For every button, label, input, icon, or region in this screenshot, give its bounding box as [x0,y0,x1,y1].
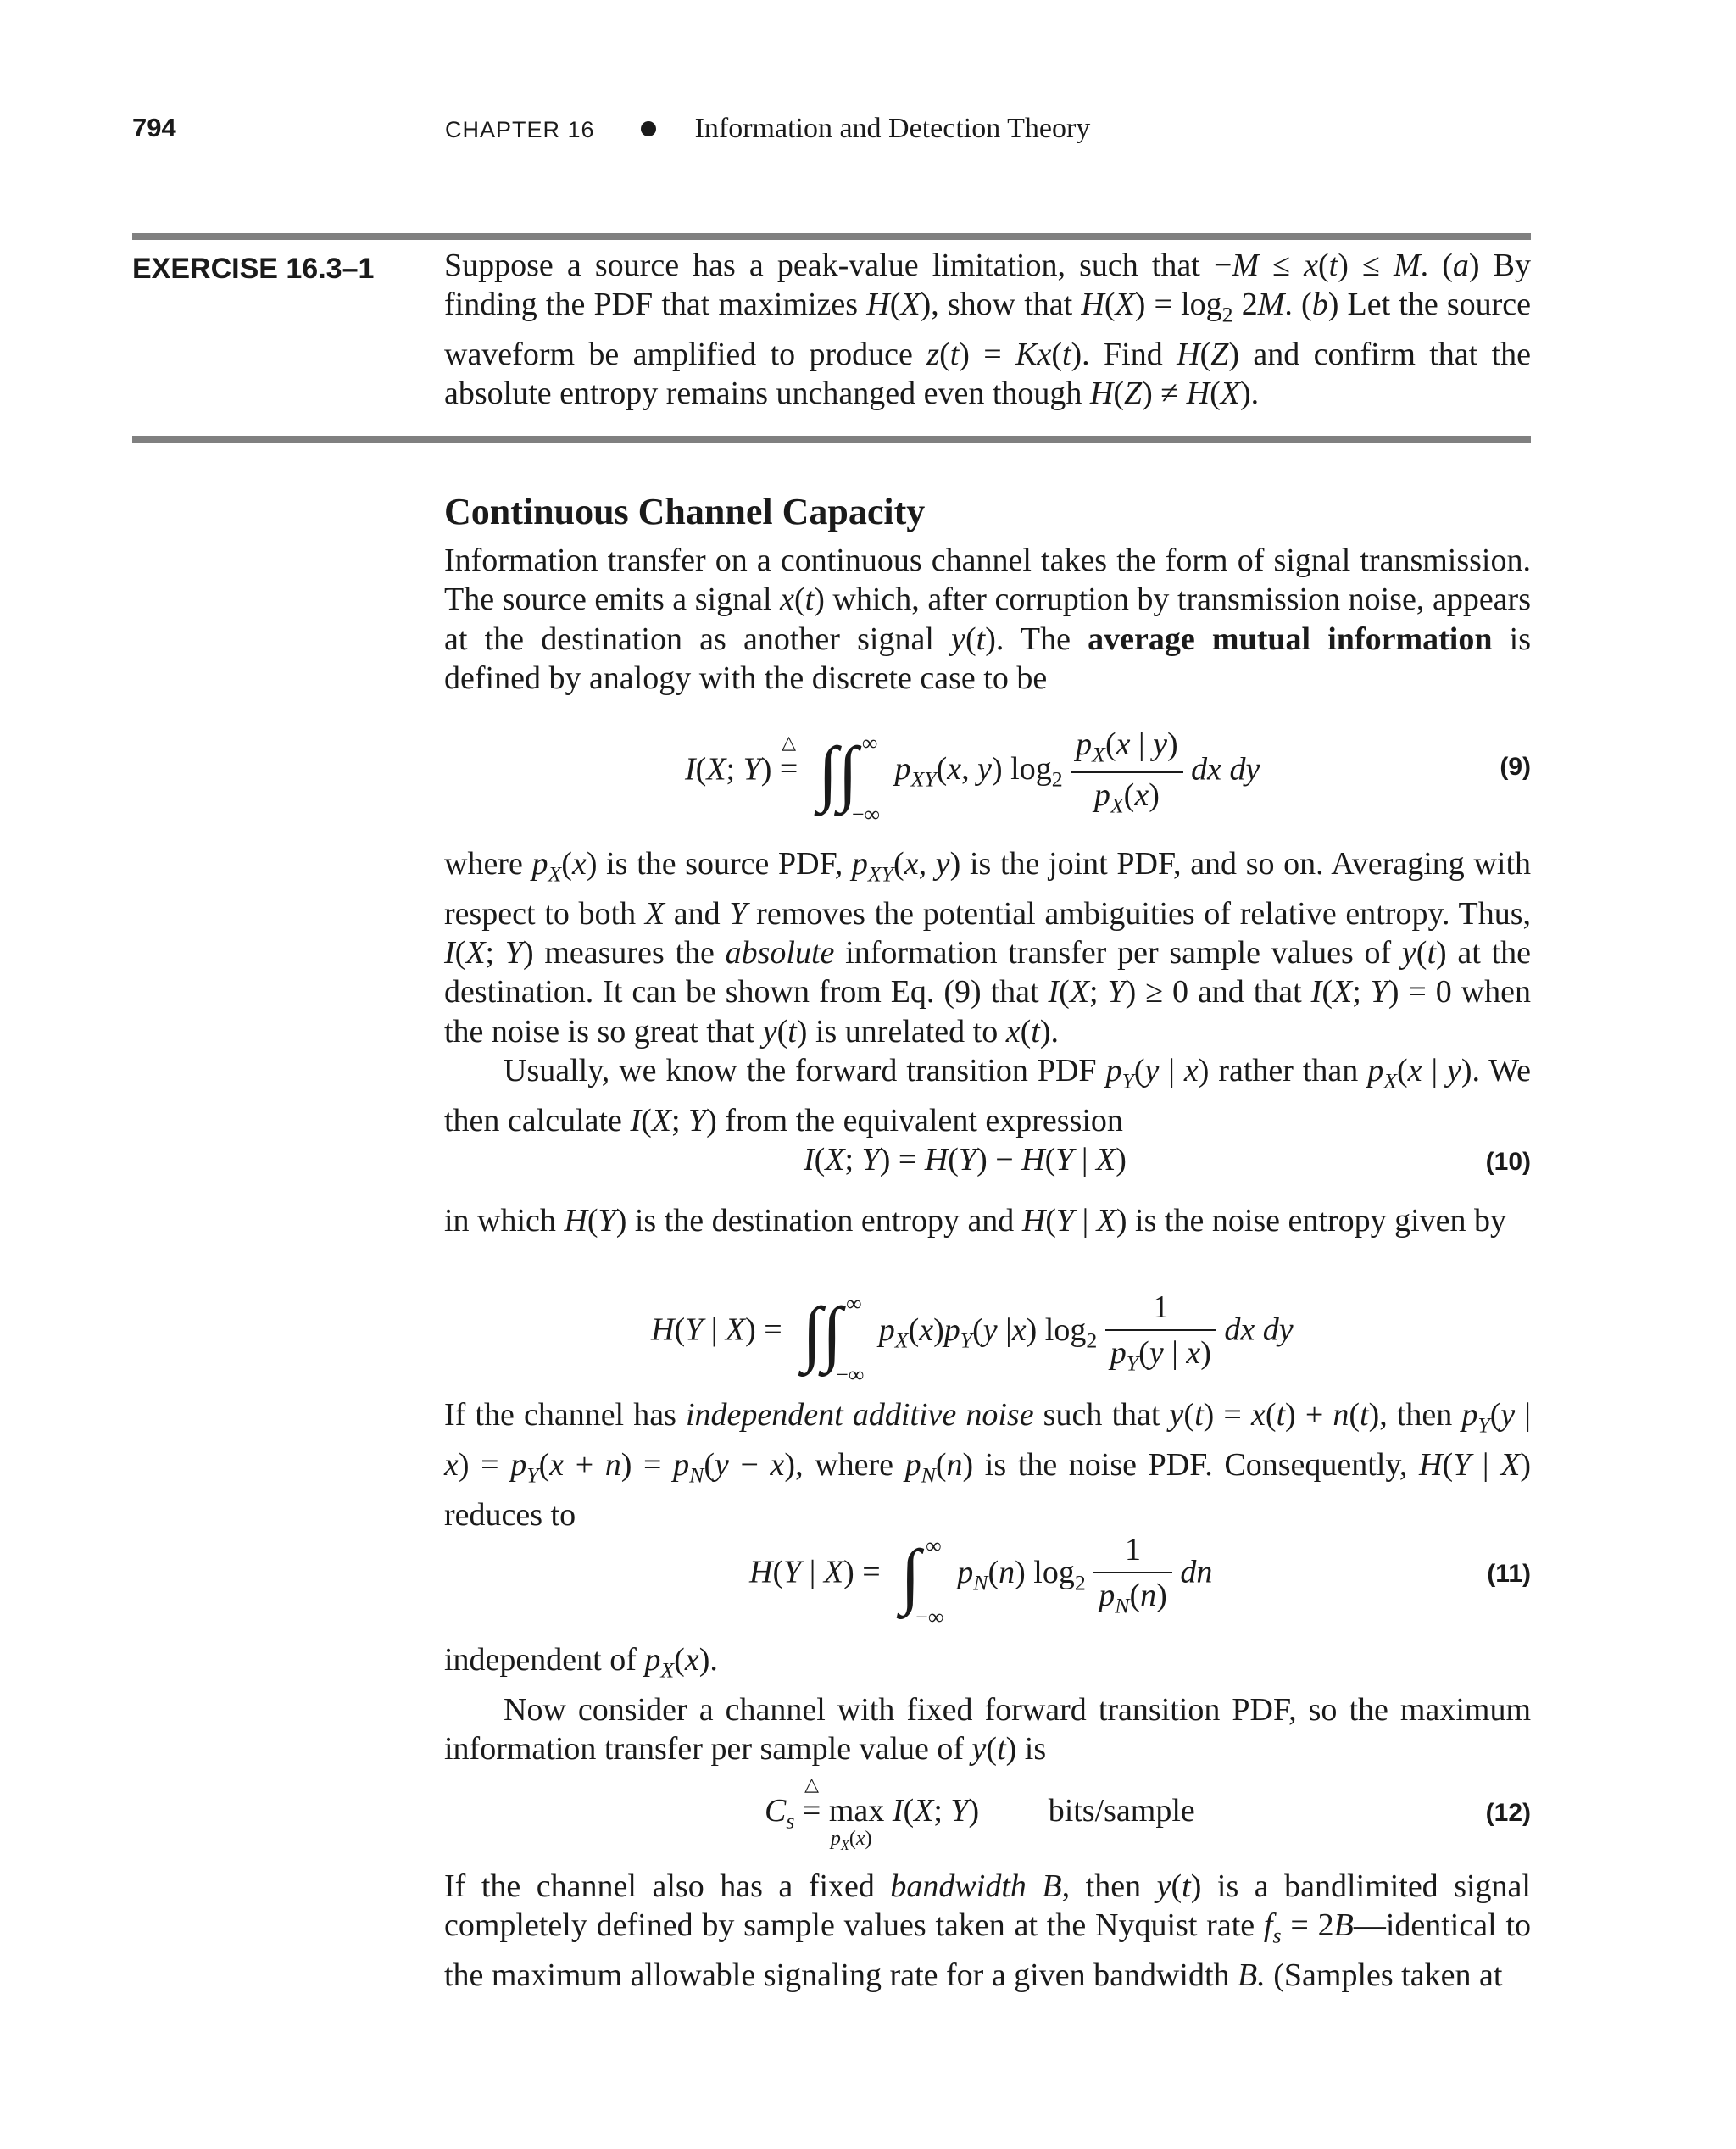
equation-11: H(Y | X) = ∫ ∞ −∞ $p_N(n)$ $\log_2$ $\frac{1}{p_N(n)}$ dn [749,1532,1213,1629]
paragraph-6: If the channel also has a fixed bandwidth B, then y(t) is a bandlimited signal completely defined by sample values taken at the Nyquist rate $f_s$ = 2B—identical to the maximum allowable signaling rate for a given bandwidth B. (Samples taken at [444,1868,1531,1994]
equation-12: $C_s$ = △ max $p_X(x)$ I(X; Y) bits/sample [765,1773,1195,1853]
exercise-top-rule [132,233,1531,240]
section-heading: Continuous Channel Capacity [444,491,926,532]
paragraph-4: If the channel has independent additive noise such that y(t) = x(t) + n(t), then $p_Y(y$ | $x) = p_Y(x + n) = p_N(y - x)$, where $p_N(n)$ is the noise PDF. Consequently, H(Y | X) reduces to [444,1397,1532,1533]
paragraph-3: in which H(Y) is the destination entropy and H(Y | X) is the noise entropy given by [444,1203,1507,1239]
exercise-label: EXERCISE 16.3–1 [132,253,375,285]
bullet-icon [641,121,656,136]
exercise-bottom-rule [132,436,1531,443]
chapter-title: Information and Detection Theory [694,113,1091,144]
equation-9-number: (9) [1500,753,1531,781]
paragraph-2: where $p_X(x)$ is the source PDF, $p_{XY}(x$, y) is the joint PDF, and so on. Averaging with respect to both X and Y removes the potential ambiguities of relative entropy. Thus, I(X; Y) measures the absolute information transfer per sample values of y(t) at the destination. It can be shown from Eq. (9) that I(X; Y) ≥ 0 and that I(X; Y) = 0 when the noise is so great that y(t) is unrelated to x(t). Usually, we know the forward transition PDF $p_Y(y$ | x) rather than $p_X(x$ | y). We then calculate I(X; Y) from the equivalent expression [444,846,1532,1139]
paragraph-5: independent of $p_X(x)$. Now consider a channel with fixed forward transition PDF, so the maximum information transfer per sample value of y(t) is [444,1642,1531,1768]
chapter-label: CHAPTER 16 [445,117,595,142]
equation-11-number: (11) [1487,1560,1531,1588]
equation-12-units: bits/sample [1048,1793,1195,1829]
equation-12-number: (12) [1485,1799,1531,1827]
equation-10: I(X; Y) = H(Y) − H(Y | X) [804,1142,1127,1177]
page-number: 794 [132,113,176,142]
running-head [445,113,1090,145]
equation-10-number: (10) [1485,1148,1531,1176]
exercise-text: Suppose a source has a peak-value limitation, such that −M ≤ x(t) ≤ M. (a) By finding the PDF that maximizes H(X), show that $H(X) = \log_2 2M$. (b) Let the source waveform be amplified to produce z(t) = Kx(t). Find H(Z) and confirm that the absolute entropy remains unchanged even though H(Z) ≠ H(X). [444,248,1532,412]
equation-noise-entropy: H(Y | X) = ∫∫ ∞ −∞ $p_X(x)p_Y(y$ |x) $\log_2$ $\frac{1}{p_Y(y | x)}$ dx dy [651,1289,1294,1387]
equation-9: I(X; Y) = △ ∫∫ ∞ −∞ $p_{XY}(x$, y) $\log_2$ $\frac{p_X(x | y)}{p_X(x)}$ dx dy [685,727,1260,827]
intro-paragraph: Information transfer on a continuous channel takes the form of signal transmission. The source emits a signal x(t) which, after corruption by transmission noise, appears at the destination as another signal y(t). The average mutual information is defined by analogy with the discrete case to be [444,543,1532,696]
